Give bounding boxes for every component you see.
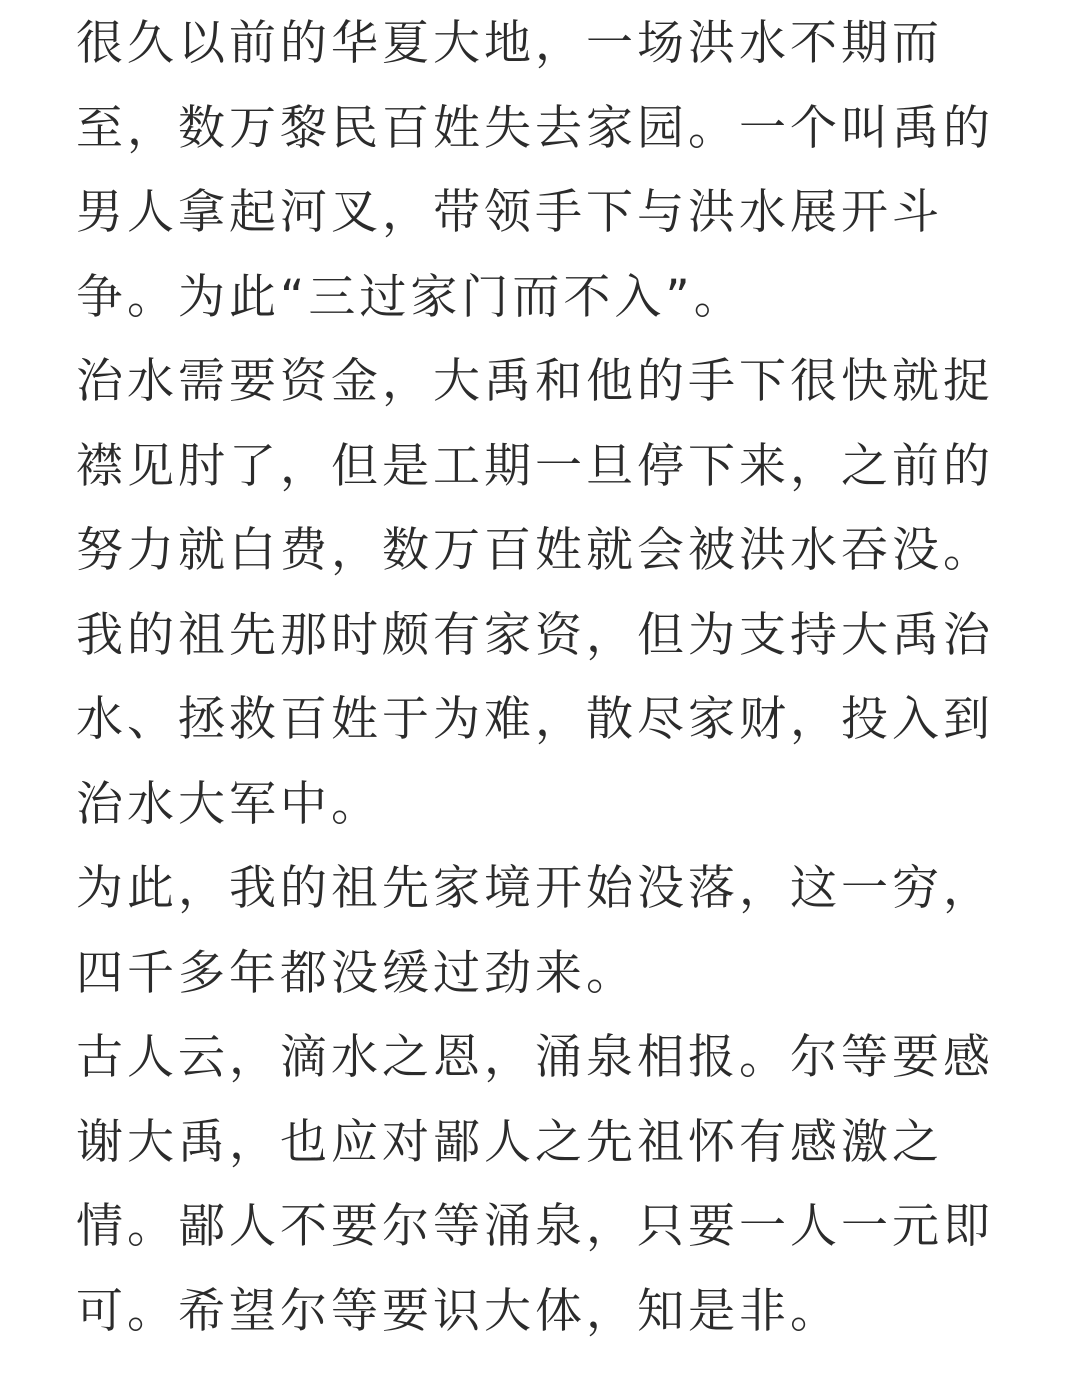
text-line: 襟见肘了，但是工期一旦停下来，之前的 <box>76 438 994 494</box>
text-line: 情。鄙人不要尔等涌泉，只要一人一元即 <box>76 1199 994 1254</box>
text-line: 四千多年都没缓过劲来。 <box>76 945 637 1001</box>
text-line: 古人云，滴水之恩，涌泉相报。尔等要感 <box>76 1030 994 1085</box>
text-line: 可。希望尔等要识大体，知是非。 <box>76 1283 841 1339</box>
text-line: 治水需要资金，大禹和他的手下很快就捉 <box>76 354 994 409</box>
text-line: 水、拯救百姓于为难，散尽家财，投入到 <box>76 692 994 747</box>
text-line: 至，数万黎民百姓失去家园。一个叫禹的 <box>76 100 994 156</box>
text-line: 我的祖先那时颇有家资，但为支持大禹治 <box>76 607 994 663</box>
article-text <box>76 2 1016 1354</box>
text-line: 为此，我的祖先家境开始没落，这一穷， <box>76 861 994 916</box>
text-line: 男人拿起河叉，带领手下与洪水展开斗 <box>76 185 943 240</box>
text-line: 争。为此“三过家门而不入”。 <box>76 269 745 325</box>
text-line: 谢大禹，也应对鄙人之先祖怀有感激之 <box>76 1114 943 1170</box>
text-line: 努力就白费，数万百姓就会被洪水吞没。 <box>76 523 994 578</box>
text-line: 治水大军中。 <box>76 776 382 832</box>
text-line: 很久以前的华夏大地，一场洪水不期而 <box>76 16 943 71</box>
